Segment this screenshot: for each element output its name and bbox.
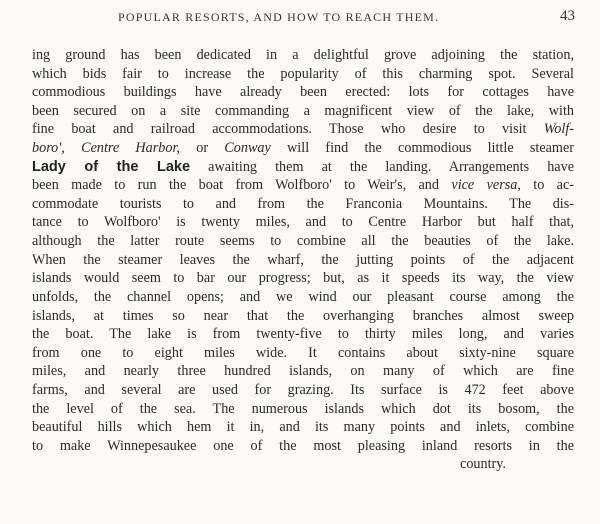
text-line: miles, and nearly three hundred islands, on many of which are fine	[32, 363, 574, 380]
text-line	[32, 176, 574, 195]
text-line: to make Winnepesaukee one of the most pleasing inland resorts in the	[32, 437, 574, 454]
text-line: been secured on a site commanding a magnificent view of the lake, with	[32, 102, 574, 119]
latin-phrase: vice versa	[451, 177, 518, 194]
text-line	[32, 139, 574, 158]
text-line	[32, 120, 574, 139]
line-text: been made to run the boat from Wolfboro' to Weir's, and	[32, 177, 452, 194]
text-line: the boat. The lake is from twenty-five to thirty miles long, and varies	[32, 326, 574, 343]
text-line-last: country.	[460, 456, 506, 473]
text-line: commodate tourists to and from the Franconia Mountains. The dis-	[32, 195, 574, 212]
running-head: POPULAR RESORTS, AND HOW TO REACH THEM.	[118, 10, 440, 24]
body-paragraph	[32, 46, 574, 474]
text-line: beautiful hills which hem it in, and its many points and inlets, combine	[32, 419, 574, 436]
page-number: 43	[560, 8, 575, 24]
line-text: will find the commodious little steamer	[270, 140, 574, 157]
line-text: awaiting them at the landing. Arrangements have	[190, 158, 574, 175]
line-text: , to ac-	[517, 177, 575, 194]
text-line: which bids fair to increase the popularity of this charming spot. Several	[32, 65, 574, 82]
place-name-centre-harbor: boro', Centre Harbor,	[32, 140, 180, 157]
line-text: fine boat and railroad accommodations. Those who desire to visit	[32, 121, 544, 138]
place-name-conway: Conway	[224, 140, 271, 157]
text-line: although the latter route seems to combine all the beauties of the lake.	[32, 233, 574, 250]
text-line: islands would seem to bar our progress; but, as it speeds its way, the view	[32, 270, 574, 287]
text-line: from one to eight miles wide. It contains about sixty-nine square	[32, 344, 574, 361]
text-line	[32, 158, 574, 177]
text-line: commodious buildings have already been erected: lots for cottages have	[32, 84, 574, 101]
text-line: islands, at times so near that the overhanging branches almost sweep	[32, 307, 574, 324]
line-text: or	[179, 140, 225, 157]
text-line: unfolds, the channel opens; and we wind our pleasant course among the	[32, 288, 574, 305]
place-name-wolfboro: Wolf-	[543, 121, 574, 138]
text-line: the level of the sea. The numerous islands which dot its bosom, the	[32, 400, 574, 417]
text-line: tance to Wolfboro' is twenty miles, and to Centre Harbor but half that,	[32, 214, 574, 231]
text-line: farms, and several are used for grazing. Its surface is 472 feet above	[32, 381, 574, 398]
text-line: When the steamer leaves the wharf, the jutting points of the adjacent	[32, 251, 574, 268]
text-line: ing ground has been dedicated in a delightful grove adjoining the station,	[32, 47, 574, 63]
steamer-name: Lady of the Lake	[32, 158, 191, 175]
